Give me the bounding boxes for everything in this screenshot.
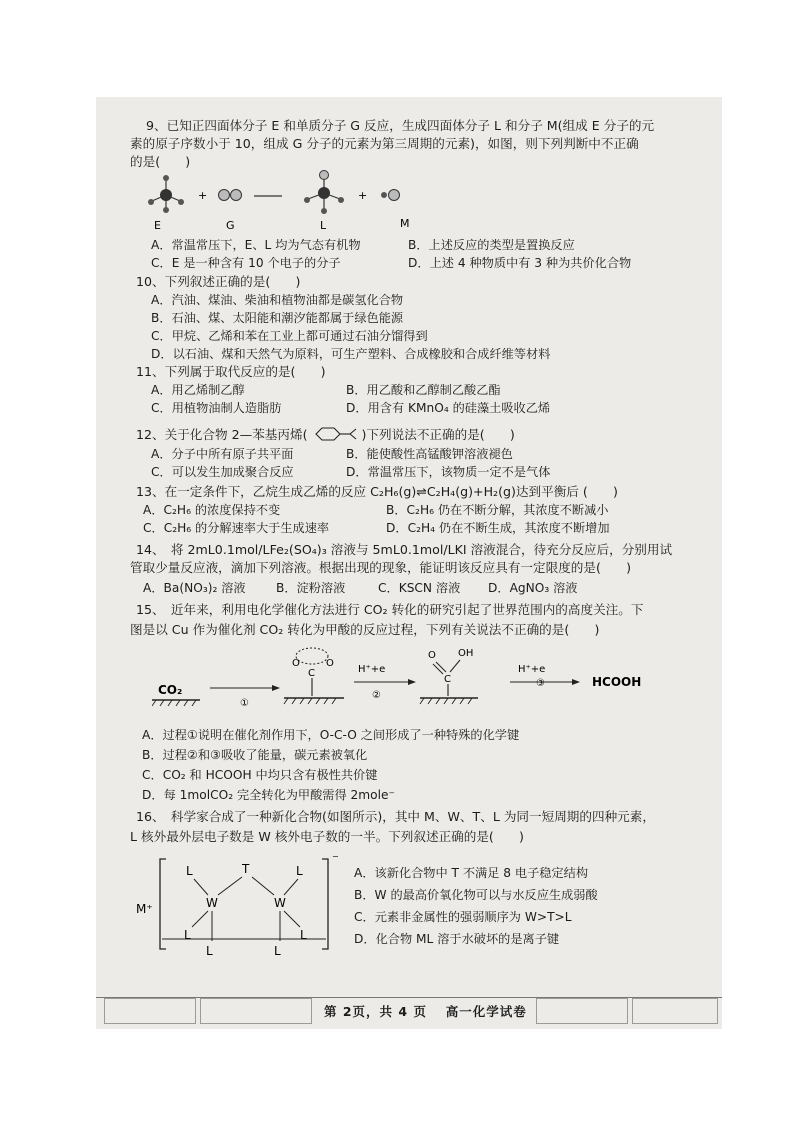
q9-stem-line3: 的是( ) [130,154,191,169]
q14-option-c: C．KSCN 溶液 [378,581,461,595]
q9-stem-line1: 9、已知正四面体分子 E 和单质分子 G 反应，生成四面体分子 L 和分子 M(组成 E 分子的元 [146,118,655,133]
co2-label: CO₂ [158,683,183,697]
q14-option-a: A．Ba(NO₃)₂ 溶液 [143,581,246,595]
q12-stem [136,427,515,443]
svg-text:C: C [444,674,451,685]
svg-text:L: L [184,928,191,942]
q16-option-b: B．W 的最高价氧化物可以与水反应生成弱酸 [354,888,598,902]
q10-stem: 10、下列叙述正确的是( ) [136,274,301,289]
svg-text:W: W [206,896,218,910]
page-footer [96,997,722,1026]
label-g: G [226,219,235,232]
q16-option-c: C．元素非金属性的强弱顺序为 W>T>L [354,910,572,924]
q16-option-a: A．该新化合物中 T 不满足 8 电子稳定结构 [354,866,589,880]
q15-option-a: A．过程①说明在催化剂作用下，O-C-O 之间形成了一种特殊的化学键 [142,728,520,742]
svg-text:+: + [358,189,368,202]
q11-stem: 11、下列属于取代反应的是( ) [136,364,326,379]
svg-text:C: C [308,668,315,679]
page-number: 第 2页，共 4 页 高一化学试卷 [324,1004,527,1019]
molecule-e [148,175,184,213]
svg-text:L: L [296,864,303,878]
q12-option-a: A．分子中所有原子共平面 [151,447,294,461]
footer-bleed-box [536,998,628,1024]
q13-stem: 13、在一定条件下，乙烷生成乙烯的反应 C₂H₆(g)⇌C₂H₄(g)+H₂(g)达到平衡后 ( ) [136,484,618,499]
q9-option-b: B．上述反应的类型是置换反应 [408,238,575,252]
svg-text:T: T [242,862,250,876]
q13-option-b: B．C₂H₆ 仍在不断分解，其浓度不断减小 [386,503,609,517]
product-label: HCOOH [592,675,642,689]
q16-stem-line2: L 核外最外层电子数是 W 核外电子数的一半。下列叙述正确的是( ) [130,829,524,844]
molecule-m [381,190,400,201]
q14-option-b: B．淀粉溶液 [276,581,346,595]
q10-option-d: D．以石油、煤和天然气为原料，可生产塑料、合成橡胶和合成纤维等材料 [151,347,551,361]
q9-option-c: C．E 是一种含有 10 个电子的分子 [151,256,341,270]
footer-bleed-box [200,998,312,1024]
svg-text:O: O [326,658,334,669]
step2-reagent: H⁺+e [358,664,386,675]
molecule-l [304,171,344,215]
label-m: M [400,217,410,230]
q16-compound-structure [136,849,352,961]
q12-option-d: D．常温常压下，该物质一定不是气体 [346,465,551,479]
svg-text:L: L [300,928,307,942]
cation-m: M⁺ [136,902,153,916]
q11-option-d: D．用含有 KMnO₄ 的硅藻土吸收乙烯 [346,401,551,415]
q16-option-d: D．化合物 ML 溶于水破坏的是离子键 [354,932,560,946]
label-e: E [154,219,161,232]
svg-text:O: O [428,650,436,661]
svg-text:L: L [186,864,193,878]
q9-option-a: A．常温常压下，E、L 均为气态有机物 [151,238,361,252]
q15-reaction-diagram [152,642,672,724]
svg-text:OH: OH [458,648,474,659]
q10-option-a: A．汽油、煤油、柴油和植物油都是碳氢化合物 [151,293,404,307]
q15-stem-line2: 图是以 Cu 作为催化剂 CO₂ 转化为甲酸的反应过程，下列有关说法不正确的是( ) [130,622,600,637]
q15-stem-line1: 15、 近年来，利用电化学催化方法进行 CO₂ 转化的研究引起了世界范围内的高度关注。下 [136,602,644,617]
q14-stem-line1: 14、 将 2mL0.1mol/LFe₂(SO₄)₃ 溶液与 5mL0.1mol/LKI 溶液混合，待充分反应后，分别用试 [136,542,673,557]
q15-option-d: D．每 1molCO₂ 完全转化为甲酸需得 2mole⁻ [142,788,395,802]
intermediate-2 [420,648,478,704]
q14-option-d: D．AgNO₃ 溶液 [488,581,578,595]
q10-option-b: B．石油、煤、太阳能和潮汐能都属于绿色能源 [151,311,404,325]
footer-bleed-box [104,998,196,1024]
label-l: L [320,219,327,232]
q13-option-a: A．C₂H₆ 的浓度保持不变 [143,503,281,517]
q9-option-d: D．上述 4 种物质中有 3 种为共价化合物 [408,256,632,270]
q13-option-c: C．C₂H₆ 的分解速率大于生成速率 [143,521,330,535]
step3-label: ③ [536,678,545,689]
svg-text:L: L [206,944,213,958]
q15-option-b: B．过程②和③吸收了能量，碳元素被氧化 [142,748,368,762]
exam-page [96,97,722,1029]
phenylpropene-structure [312,427,358,441]
svg-text:W: W [274,896,286,910]
intermediate-1 [284,648,344,704]
anion-charge: ⁻ [332,852,339,867]
q12-option-c: C．可以发生加成聚合反应 [151,465,294,479]
svg-text:L: L [274,944,281,958]
q11-option-b: B．用乙酸和乙醇制乙酸乙酯 [346,383,501,397]
q9-molecule-diagram [132,169,432,237]
q11-option-a: A．用乙烯制乙醇 [151,383,245,397]
q12-stem-part2: )下列说法不正确的是( ) [361,427,515,442]
q9-stem-line2: 素的原子序数小于 10，组成 G 分子的元素为第三周期的元素)，如图，则下列判断中不正确 [130,136,639,151]
svg-text:O: O [292,658,300,669]
q13-option-d: D．C₂H₄ 仍在不断生成，其浓度不断增加 [386,521,610,535]
step2-label: ② [372,690,381,701]
q11-option-c: C．用植物油制人造脂肪 [151,401,282,415]
q12-option-b: B．能使酸性高锰酸钾溶液褪色 [346,447,513,461]
molecule-g [219,190,242,201]
q16-stem-line1: 16、 科学家合成了一种新化合物(如图所示)，其中 M、W、T、L 为同一短周期的四种元素， [136,809,655,824]
step1-label: ① [240,698,249,709]
svg-text:+: + [198,189,208,202]
q12-stem-part1: 12、关于化合物 2—苯基丙烯( [136,427,308,442]
q10-option-c: C．甲烷、乙烯和苯在工业上都可通过石油分馏得到 [151,329,428,343]
q14-stem-line2: 管取少量反应液，滴加下列溶液。根据出现的现象，能证明该反应具有一定限度的是( ) [130,560,631,575]
footer-bleed-box [632,998,718,1024]
step3-reagent: H⁺+e [518,664,546,675]
q15-option-c: C．CO₂ 和 HCOOH 中均只含有极性共价键 [142,768,378,782]
